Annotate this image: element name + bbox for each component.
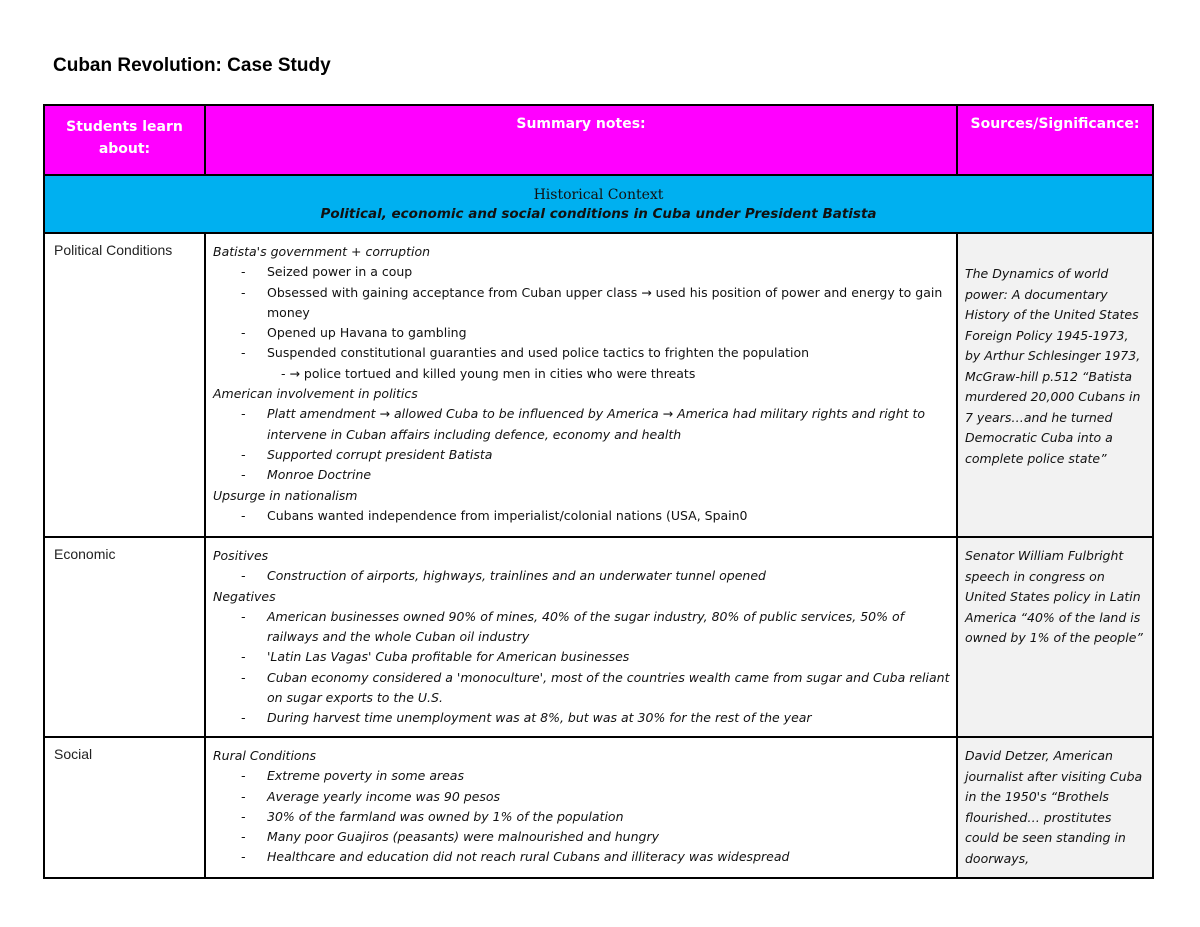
- list-item: - Suspended constitutional guaranties and used police tactics to frighten the population: [213, 343, 950, 363]
- political-label: Political Conditions: [44, 233, 205, 537]
- context-title: Historical Context: [533, 186, 664, 203]
- list-item: - Cuban economy considered a 'monoculture', most of the countries wealth came from sugar and Cuba reliant on sugar exports to the U.S.: [213, 668, 950, 709]
- header-summary-notes: Summary notes:: [205, 105, 957, 175]
- list-item: - During harvest time unemployment was at 8%, but was at 30% for the rest of the year: [213, 708, 950, 728]
- political-heading: American involvement in politics: [213, 386, 418, 402]
- political-heading: Batista's government + corruption: [213, 244, 431, 259]
- social-row: [44, 737, 1153, 878]
- list-item: - Extreme poverty in some areas: [213, 766, 950, 786]
- document-title: Cuban Revolution: Case Study: [53, 55, 331, 76]
- context-cell: [44, 175, 1153, 233]
- case-study-table: [43, 104, 1154, 879]
- economic-source: Senator William Fulbright speech in congress on United States policy in Latin America “40% of the land is owned by 1% of the people”: [957, 537, 1153, 737]
- economic-label: Economic: [44, 537, 205, 737]
- social-label: Social: [44, 737, 205, 878]
- social-source: David Detzer, American journalist after visiting Cuba in the 1950's “Brothels flourished… prostitutes could be seen standing in doorways,: [957, 737, 1153, 878]
- list-item: - Obsessed with gaining acceptance from Cuban upper class → used his position of power and energy to gain money: [213, 283, 950, 324]
- list-item: - Many poor Guajiros (peasants) were malnourished and hungry: [213, 827, 950, 847]
- economic-heading: Negatives: [213, 588, 276, 604]
- header-row: [44, 105, 1153, 175]
- list-item: - Platt amendment → allowed Cuba to be influenced by America → America had military rights and right to intervene in Cuban affairs including defence, economy and health: [213, 404, 950, 445]
- list-item: - Cubans wanted independence from imperialist/colonial nations (USA, Spain0: [213, 506, 950, 526]
- list-item: - Seized power in a coup: [213, 262, 950, 282]
- economic-row: [44, 537, 1153, 737]
- list-item: - Average yearly income was 90 pesos: [213, 787, 950, 807]
- context-subtitle: Political, economic and social conditions in Cuba under President Batista: [320, 205, 877, 222]
- list-item: - Opened up Havana to gambling: [213, 323, 950, 343]
- list-item: - Supported corrupt president Batista: [213, 445, 950, 465]
- list-item: - American businesses owned 90% of mines, 40% of the sugar industry, 80% of public services, 50% of railways and the whole Cuban oil industry: [213, 607, 950, 648]
- list-item: - 30% of the farmland was owned by 1% of the population: [213, 807, 950, 827]
- political-heading: Upsurge in nationalism: [213, 487, 358, 503]
- list-item: - Monroe Doctrine: [213, 465, 950, 485]
- social-notes: [205, 737, 957, 878]
- list-item: - 'Latin Las Vagas' Cuba profitable for American businesses: [213, 647, 950, 667]
- political-row: [44, 233, 1153, 537]
- political-notes: [205, 233, 957, 537]
- context-row: [44, 175, 1153, 233]
- list-item: - Construction of airports, highways, trainlines and an underwater tunnel opened: [213, 566, 950, 586]
- list-item: - Healthcare and education did not reach rural Cubans and illiteracy was widespread: [213, 847, 950, 867]
- list-subitem: - → police tortued and killed young men in cities who were threats: [281, 365, 696, 381]
- economic-heading: Positives: [213, 548, 269, 563]
- political-source: The Dynamics of world power: A documentary History of the United States Foreign Policy 1945-1973, by Arthur Schlesinger 1973, McGraw-hill p.512 “Batista murdered 20,000 Cubans in 7 years…and he turned Democratic Cuba into a complete police state”: [957, 233, 1153, 537]
- header-sources: Sources/Significance:: [957, 105, 1153, 175]
- social-heading: Rural Conditions: [213, 748, 317, 763]
- header-students-learn: Students learn about:: [44, 105, 205, 175]
- economic-notes: [205, 537, 957, 737]
